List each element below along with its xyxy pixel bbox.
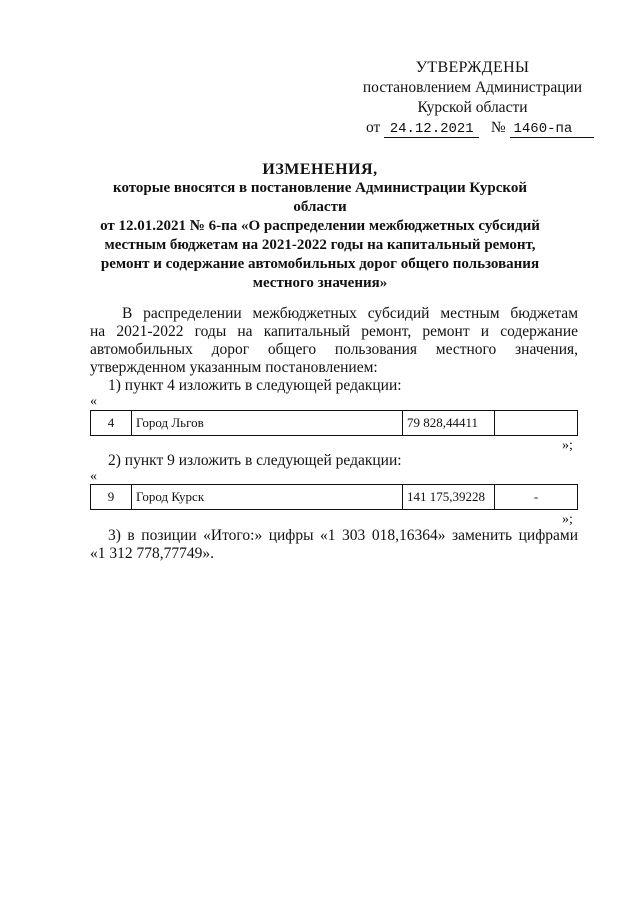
row-amount: 141 175,39228 xyxy=(403,485,495,510)
title-line-5: ремонт и содержание автомобильных дорог общего пользования xyxy=(100,256,540,272)
item-1-table xyxy=(90,410,578,436)
item-2-table xyxy=(90,484,578,510)
row-number: 4 xyxy=(91,411,132,436)
item-3-line-1: 3) в позиции «Итого:» цифры «1 303 018,16364» заменить цифрами xyxy=(108,527,578,544)
intro-line-1: В распределении межбюджетных субсидий местным бюджетам xyxy=(122,305,578,322)
document-title xyxy=(90,160,550,293)
table-row xyxy=(91,411,578,436)
title-line-6: местного значения» xyxy=(252,275,388,291)
approval-line-3: Курской области xyxy=(417,99,528,116)
row-number: 9 xyxy=(91,485,132,510)
title-line-4: местным бюджетам на 2021-2022 годы на капитальный ремонт, xyxy=(104,237,536,253)
item-2-close-quote: »; xyxy=(562,512,573,527)
from-label: от xyxy=(366,119,381,136)
title-line-3: от 12.01.2021 № 6-па «О распределении межбюджетных субсидий xyxy=(100,218,540,234)
table-row xyxy=(91,485,578,510)
approval-date-number-line xyxy=(360,118,585,138)
approval-title: УТВЕРЖДЕНЫ xyxy=(415,59,530,76)
approval-block xyxy=(360,58,585,138)
intro-line-3: автомобильных дорог общего пользования местного значения, xyxy=(90,341,578,358)
row-extra: - xyxy=(495,485,578,510)
title-line-1: ИЗМЕНЕНИЯ, xyxy=(262,161,378,178)
row-amount: 79 828,44411 xyxy=(403,411,495,436)
approval-date: 24.12.2021 xyxy=(384,121,479,138)
item-2-text: 2) пункт 9 изложить в следующей редакции: xyxy=(108,452,402,469)
title-line-2: которые вносятся в постановление Администрации Курской области xyxy=(113,180,527,215)
item-3-paragraph xyxy=(90,527,578,563)
intro-line-4: утвержденном указанным постановлением: xyxy=(90,359,378,376)
approval-number: 1460-па xyxy=(510,121,594,138)
row-name: Город Льгов xyxy=(132,411,403,436)
item-1-text: 1) пункт 4 изложить в следующей редакции: xyxy=(108,377,402,394)
row-name: Город Курск xyxy=(132,485,403,510)
item-3-line-2: «1 312 778,77749». xyxy=(90,545,214,562)
row-extra xyxy=(495,411,578,436)
intro-paragraph xyxy=(90,305,578,377)
number-label: № xyxy=(490,119,506,136)
intro-line-2: на 2021-2022 годы на капитальный ремонт, ремонт и содержание xyxy=(90,323,578,340)
item-1-open-quote: « xyxy=(90,394,97,409)
approval-line-2: постановлением Администрации xyxy=(362,79,583,96)
item-2-open-quote: « xyxy=(90,469,97,484)
item-1-close-quote: »; xyxy=(562,438,573,453)
